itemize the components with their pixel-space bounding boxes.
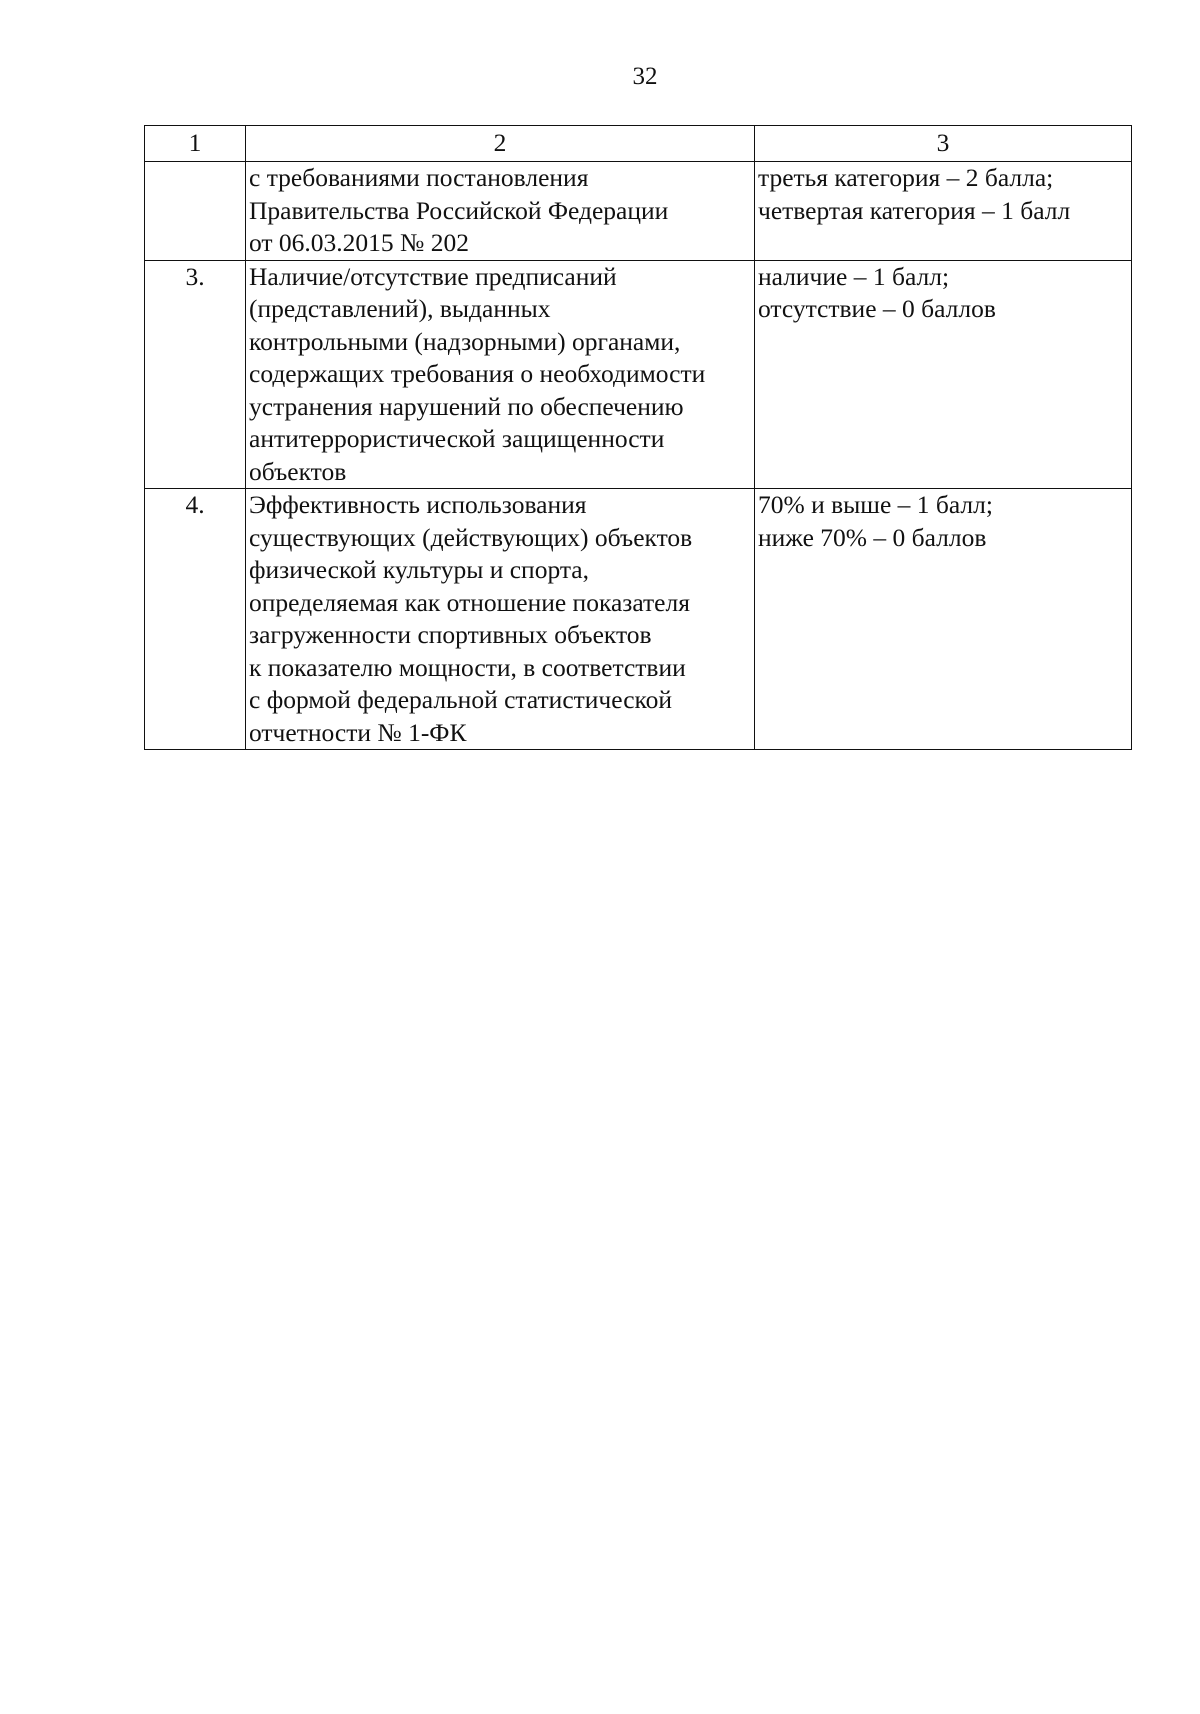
criterion-cell	[246, 489, 755, 750]
criterion-text-line: отчетности № 1-ФК	[249, 717, 467, 747]
score-text-line: отсутствие – 0 баллов	[758, 294, 996, 323]
table-row	[145, 489, 1132, 750]
criterion-text-line: с требованиями постановления	[249, 163, 589, 192]
criterion-text-line: устранения нарушений по обеспечению	[249, 391, 684, 421]
criterion-text-line: контрольными (надзорными) органами,	[249, 326, 681, 356]
score-text-line: четвертая категория – 1 балл	[758, 195, 1071, 225]
row-number	[145, 162, 246, 261]
criterion-cell	[246, 162, 755, 261]
table-header-row	[145, 126, 1132, 162]
criterion-text-line: Эффективность использования	[249, 490, 587, 519]
criterion-text-line: объектов	[249, 456, 347, 486]
score-text-line: третья категория – 2 балла;	[758, 163, 1054, 192]
column-header-number: 1	[145, 126, 246, 162]
score-text-line: наличие – 1 балл;	[758, 261, 950, 291]
criterion-text-line: определяемая как отношение показателя	[249, 587, 690, 617]
criterion-text-line: содержащих требования о необходимости	[249, 359, 706, 388]
criterion-text-line: от 06.03.2015 № 202	[249, 228, 470, 257]
row-number: 3.	[145, 260, 246, 489]
table-row	[145, 162, 1132, 261]
criterion-text-line: загруженности спортивных объектов	[249, 620, 652, 649]
criterion-text-line: антитеррористической защищенности	[249, 424, 665, 453]
column-header-score: 3	[755, 126, 1132, 162]
criterion-text-line: к показателю мощности, в соответствии	[249, 652, 686, 682]
score-cell	[755, 260, 1132, 489]
criterion-cell	[246, 260, 755, 489]
table-row	[145, 260, 1132, 489]
score-text-line: 70% и выше – 1 балл;	[758, 490, 993, 519]
score-cell	[755, 489, 1132, 750]
criterion-text-line: существующих (действующих) объектов	[249, 522, 693, 552]
criterion-text-line: (представлений), выданных	[249, 294, 551, 323]
row-number: 4.	[145, 489, 246, 750]
score-cell	[755, 162, 1132, 261]
criterion-text-line: Наличие/отсутствие предписаний	[249, 261, 617, 291]
page-number: 32	[632, 63, 658, 90]
score-text-line: ниже 70% – 0 баллов	[758, 522, 987, 552]
criterion-text-line: Правительства Российской Федерации	[249, 195, 669, 225]
criteria-table	[144, 125, 1132, 750]
criterion-text-line: физической культуры и спорта,	[249, 555, 590, 584]
column-header-criterion: 2	[246, 126, 755, 162]
criterion-text-line: с формой федеральной статистической	[249, 685, 673, 714]
